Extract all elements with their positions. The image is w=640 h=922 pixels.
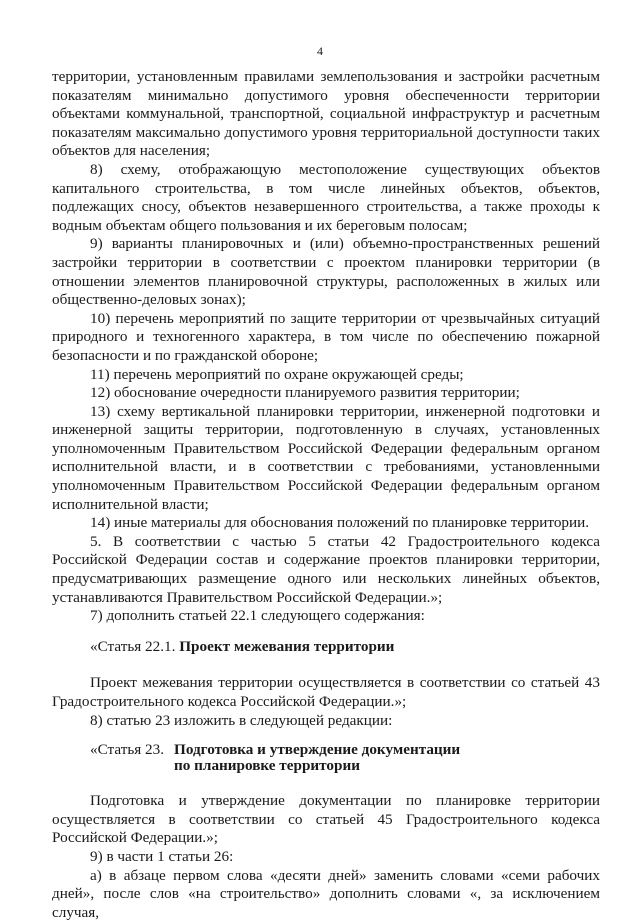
paragraph-item-9-amend: 9) в части 1 статьи 26: (90, 847, 234, 865)
paragraph-item-12: 12) обоснование очередности планируемого развития территории; (90, 384, 520, 402)
paragraph-item-13: 13) схему вертикальной планировки территории, инженерной подготовки и инженерной защиты территории, подготовленную в случаях, установленных уполномоченным Правительством Российской Федерации федеральным органом исполнительной власти, и в соответствии с требованиями, установленными уполномоченным Правительством Российской Федерации федеральным органом исполнительной власти; (52, 402, 600, 513)
document-body (52, 68, 600, 922)
paragraph-item-9: 9) варианты планировочных и (или) объемно-пространственных решений застройки территории в соответствии с проектом планировки территории (в отношении элементов планировочной структуры, расположенных в жилых или общественно-деловых зонах); (52, 235, 600, 309)
paragraph-subitem-a: а) в абзаце первом слова «десяти дней» заменить словами «семи рабочих дней», после слов «на строительство» дополнить словами «, за исключением случая, (52, 866, 600, 921)
article-22-1-heading (52, 638, 600, 657)
paragraph-continuation: территории, установленным правилами землепользования и застройки расчетным показателям минимально допустимого уровня обеспеченности территории объектами коммунальной, транспортной, социальной инфраструктур и расчетным показателям максимально допустимого уровня территориальной доступности таких объектов для населения; (52, 68, 600, 160)
article-22-1-title: Проект межевания территории (179, 637, 395, 655)
paragraph-item-14: 14) иные материалы для обоснования положений по планировке территории. (90, 514, 590, 532)
page-number: 4 (317, 44, 323, 58)
article-23-title (174, 742, 460, 774)
paragraph-item-8: 8) схему, отображающую местоположение существующих объектов капитального строительства, в том числе линейных объектов, объектов, подлежащих сносу, объектов незавершенного строительства, а также проходы к водным объектам общего пользования и их береговым полосам; (52, 160, 600, 234)
paragraph-item-8-amend: 8) статью 23 изложить в следующей редакции: (90, 711, 393, 729)
article-23-title-line-1: Подготовка и утверждение документации (174, 741, 461, 759)
paragraph-item-11: 11) перечень мероприятий по охране окружающей среды; (90, 365, 464, 383)
article-23-label: «Статья 23. (90, 741, 165, 759)
paragraph-article-22-1-text: Проект межевания территории осуществляется в соответствии со статьей 43 Градостроительного кодекса Российской Федерации.»; (52, 674, 600, 710)
article-23-title-line-2: по планировке территории (174, 757, 360, 775)
article-22-1-label: «Статья 22.1. (90, 637, 176, 655)
paragraph-item-7-amend: 7) дополнить статьей 22.1 следующего содержания: (90, 607, 425, 625)
paragraph-part-5: 5. В соответствии с частью 5 статьи 42 Градостроительного кодекса Российской Федерации состав и содержание проектов планировки территории, предусматривающих размещение одного или нескольких линейных объектов, устанавливаются Правительством Российской Федерации.»; (52, 532, 600, 606)
paragraph-item-10: 10) перечень мероприятий по защите территории от чрезвычайных ситуаций природного и техногенного характера, в том числе по обеспечению пожарной безопасности и по гражданской обороне; (52, 309, 600, 364)
paragraph-article-23-text: Подготовка и утверждение документации по планировке территории осуществляется в соответствии со статьей 45 Градостроительного кодекса Российской Федерации.»; (52, 792, 600, 847)
article-23-heading (52, 742, 600, 774)
